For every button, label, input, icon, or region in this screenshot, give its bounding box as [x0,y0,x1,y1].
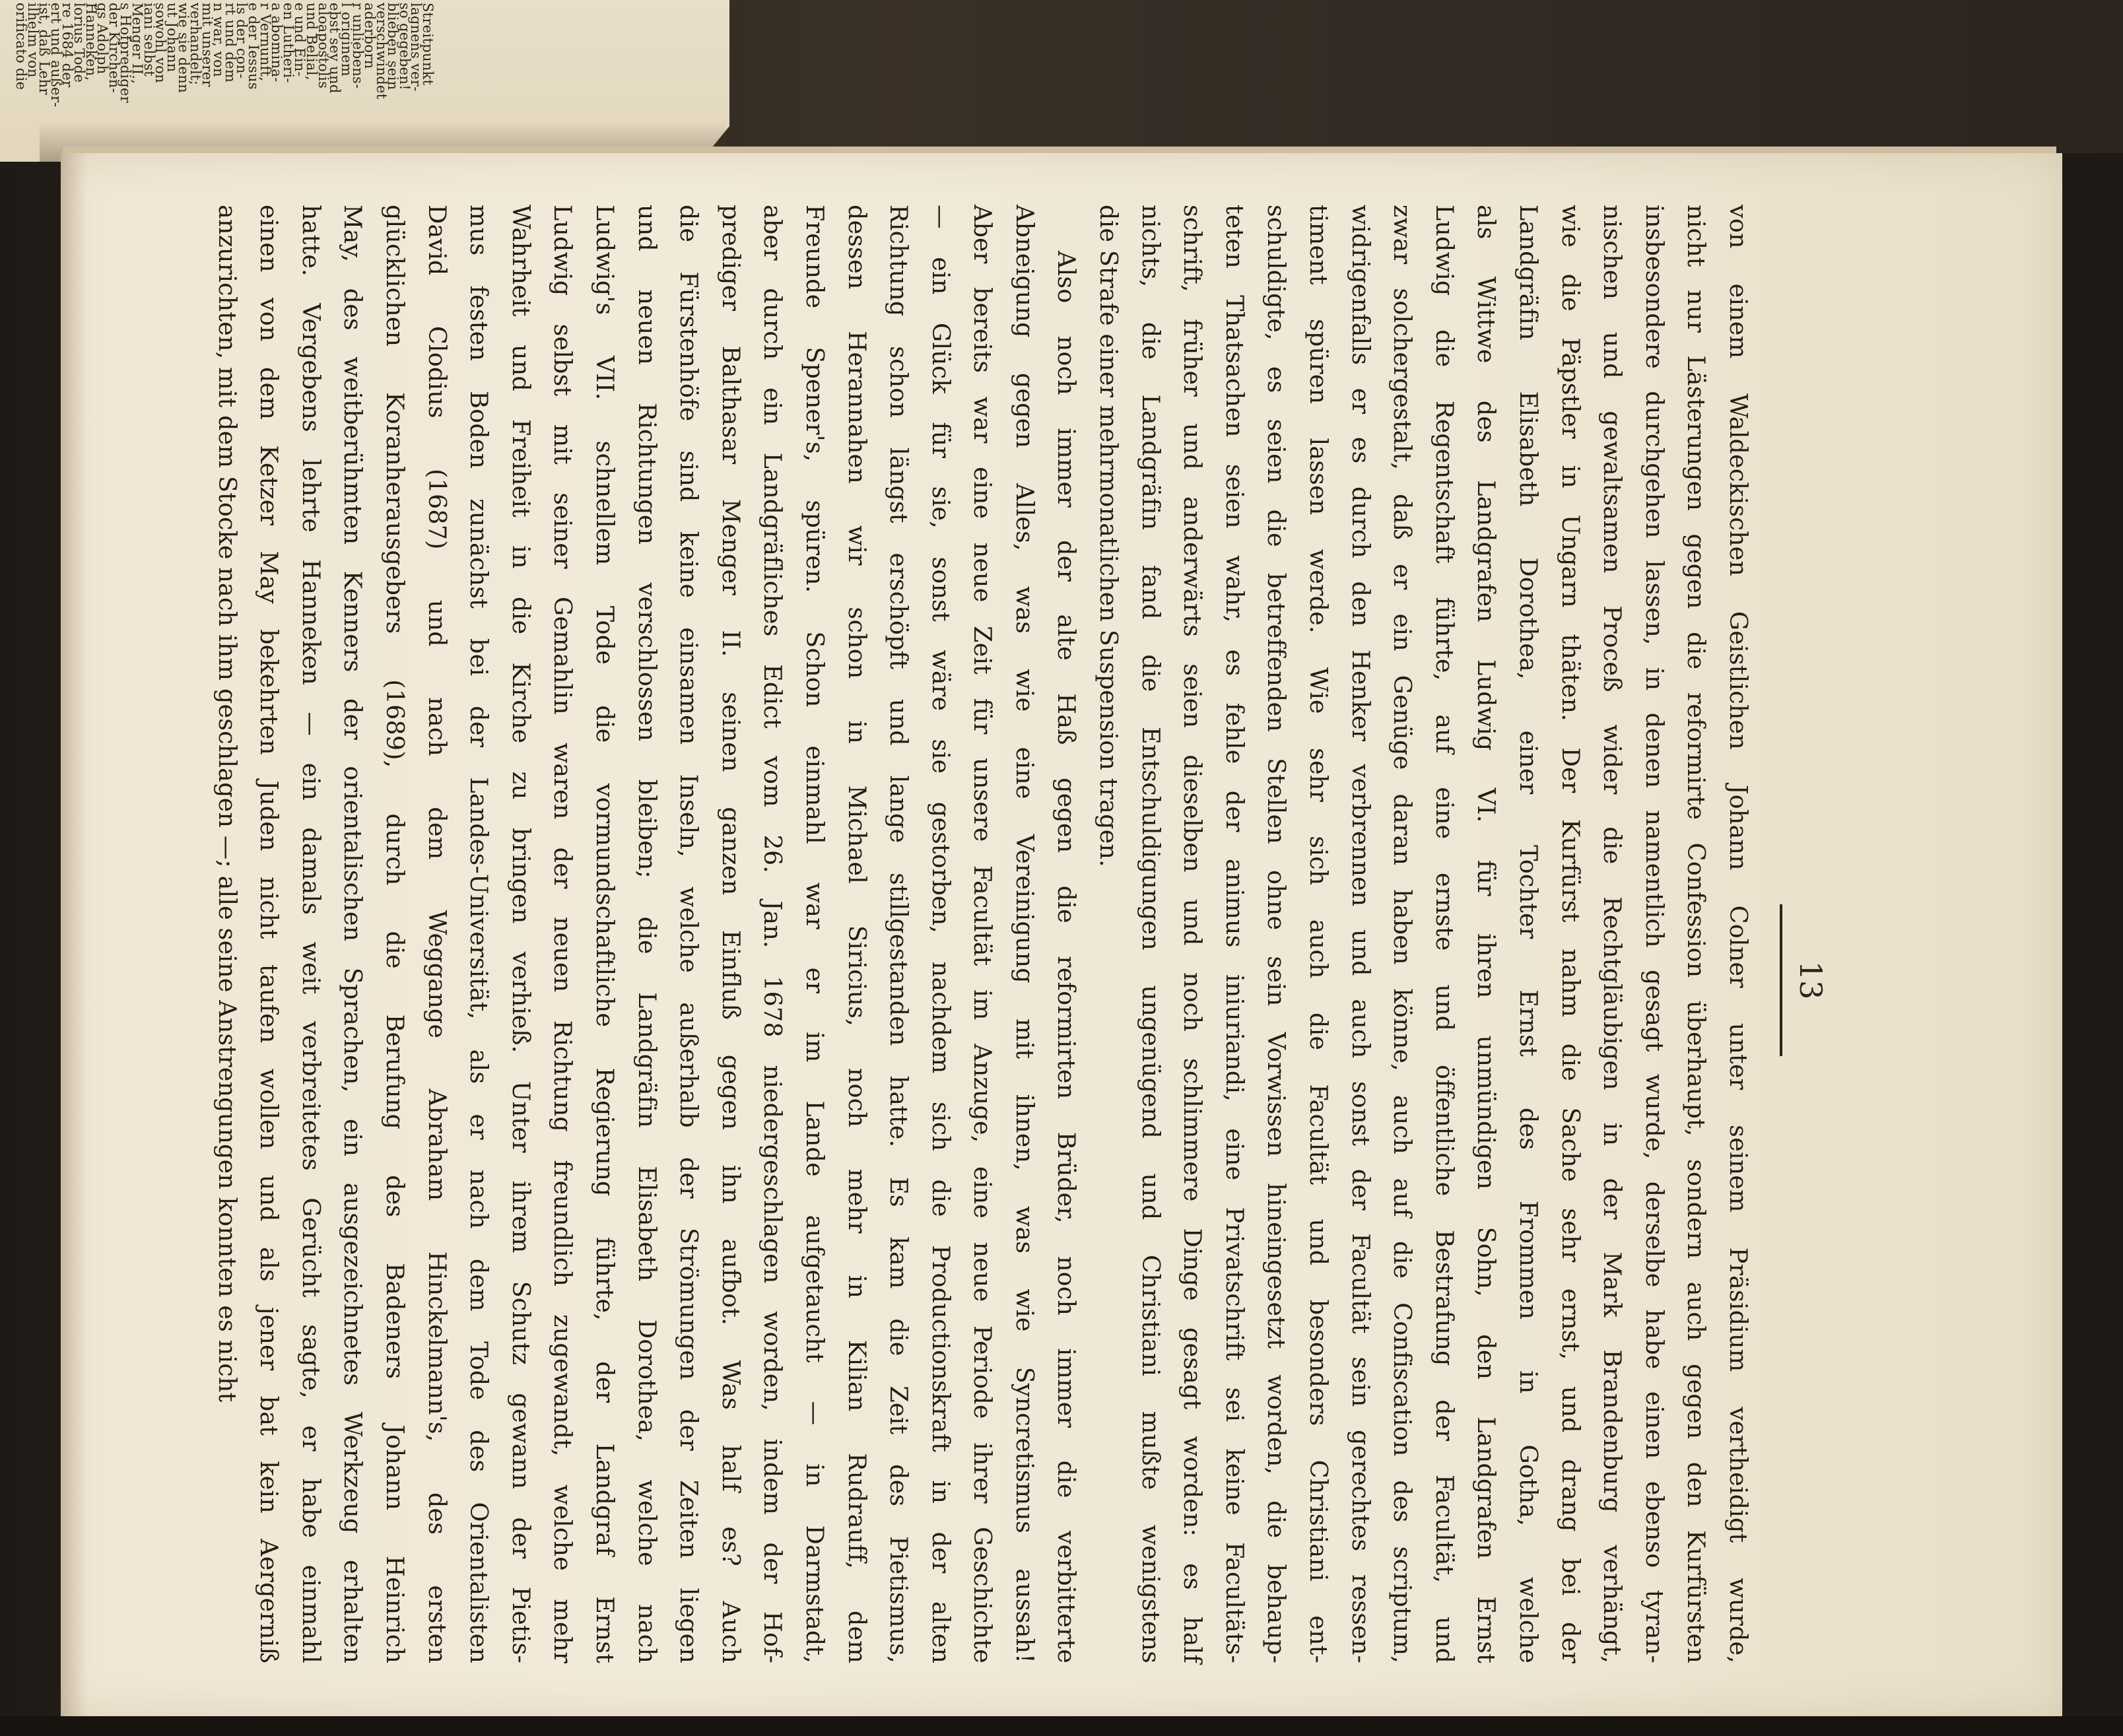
text-line: Wahrheit und Freiheit in die Kirche zu bringen verhieß. Unter ihrem Schutz gewann der Pietis- [506,205,535,1663]
rotated-page-content [53,191,1829,1677]
left-page-line: sowohl von [152,3,169,83]
text-line: zwar solchergestalt, daß er ein Genüge daran haben könne, auch auf die Confiscation des scriptum, [1388,205,1417,1663]
left-page-line: ls der con- [234,3,250,79]
left-page-line: aderborn [362,3,378,69]
text-line: dessen Herannahen wir schon in Michael Siricius, noch mehr in Kilian Rudrauff, dem [842,205,871,1663]
left-page-line: e und Ein- [292,3,308,77]
left-page-line: ut Johann [164,3,180,73]
text-line: Abneigung gegen Alles, was wie eine Vereinigung mit ihnen, was wie Syncretismus aussah! [1010,205,1039,1663]
text-line: Aber bereits war eine neue Zeit für unsere Facultät im Anzuge, eine neue Periode ihrer Geschichte [968,205,997,1663]
page-number: 13 [1793,960,1829,1000]
left-page-line: orificato die [13,3,29,90]
text-line: die Fürstenhöfe sind keine einsamen Inseln, welche außerhalb der Strömungen der Zeiten liegen [675,205,704,1663]
left-page-line: r Vernunft, [257,3,273,82]
text-line: schuldigte, es seien die betreffenden Stellen ohne sein Vorwissen hineingesetzt worden, die behaup- [1262,205,1291,1663]
text-line: widrigenfalls er es durch den Henker verbrennen und auch sonst der Facultät sein gerechtes ressen- [1346,205,1375,1663]
left-page-line: und Belial, [304,3,320,81]
left-page-line: der Kirchen- [106,3,122,93]
text-line: anzurichten, mit dem Stocke nach ihm geschlagen —; alle seine Anstrengungen konnten es nicht [213,205,242,1403]
left-page-line: wie sie denn [176,3,192,93]
page-number-rule [1780,904,1782,1056]
left-page-line: Menger II., [129,3,145,84]
text-line: — ein Glück für sie, sonst wäre sie gestorben, nachdem sich die Productionskraft in der alten [926,205,955,1663]
left-page-line: gs Adolph [94,3,111,75]
background-bottom [0,1716,2123,1736]
left-page-line: verhandelt; [187,3,203,86]
left-page-line: so gegeben! [396,3,413,90]
left-page-line: lagnens ver- [408,3,424,92]
left-page-line: l originem [338,3,354,77]
left-page-line: r unliebens- [350,3,366,89]
text-line: Ludwig selbst mit seiner Gemahlin waren der neuen Richtung freundlich zugewandt, welche mehr [549,205,578,1663]
left-page-line: aloapostolis [315,3,331,89]
left-page-line: re 1684 der [59,3,76,88]
text-line: mus festen Boden zunächst bei der Landes-Universität, als er nach dem Tode des Orientalisten [465,205,494,1663]
text-line: teten Thatsachen seien wahr, es fehle der animus iniuriandi, eine Privatschrift sei keine Facultäts- [1220,205,1249,1663]
left-page-line: ilhelm von [24,3,41,78]
left-page-line: lorius Tode [71,3,87,83]
text-line: Freunde Spener's, spüren. Schon einmahl war er im Lande aufgetaucht — in Darmstadt, [800,205,829,1663]
left-page-line: mit unserer [199,3,215,87]
left-page-line: Streitpunkt [420,3,436,86]
left-page-line: ert und außer- [48,3,64,108]
text-line: Ludwig die Regentschaft führte, auf eine ernste und öffentliche Bestrafung der Facultät, und [1430,205,1459,1663]
text-line: timent spüren lassen werde. Wie sehr sich auch die Facultät und besonders Christiani ent- [1304,205,1333,1663]
text-line: schrift, früher und anderwärts seien dieselben und noch schlimmere Dinge gesagt worden: es half [1178,205,1207,1663]
left-page-line: s Hofprediger [118,3,134,104]
text-line: wie die Päpstler in Ungarn thäten. Der Kurfürst nahm die Sache sehr ernst, und drang bei der [1556,205,1585,1663]
text-line: hatte. Vergebens lehrte Hanneken — ein damals weit verbreitetes Gerücht sagte, er habe einmahl [296,205,325,1663]
left-page-line: e der Iessus [246,3,261,90]
left-page-line: Hanneken, [83,3,99,81]
left-page-line: n war, von [211,3,227,77]
text-line: aber durch ein Landgräfliches Edict vom 26. Jan. 1678 niedergeschlagen worden, indem der Hof- [758,205,788,1663]
text-line: nischen und gewaltsamen Proceß wider die Rechtgläubigen in der Mark Brandenburg verhängt, [1598,205,1627,1663]
background-right [2062,153,2123,1716]
text-line: insbesondere durchgehen lassen, in denen namentlich gesagt wurde, derselbe habe einen ebenso tyran- [1640,205,1669,1663]
text-line: prediger Balthasar Menger II. seinen ganzen Einfluß gegen ihn aufbot. Was half es? Auch [716,205,745,1663]
text-line: Richtung schon längst erschöpft und lange stillgestanden hatte. Es kam die Zeit des Pietismus, [885,205,914,1663]
left-page-line: blieben sein [385,3,401,90]
text-line: glücklichen Koranherausgebers (1689), durch die Berufung des Badeners Johann Heinrich [381,205,409,1663]
body-text [206,205,1759,1663]
left-page-line: en Lutheri- [280,3,296,83]
text-line: Ludwig's VII. schnellem Tode die vormundschaftliche Regierung führte, der Landgraf Ernst [590,205,619,1663]
text-line: May, des weitberühmten Kenners der orientalischen Sprachen, ein ausgezeichnetes Werkzeug erhalten [339,205,368,1663]
text-line: und neuen Richtungen verschlossen bleiben; die Landgräfin Elisabeth Dorothea, welche nach [632,205,661,1663]
left-page-line: rt und dem [222,3,238,83]
left-page-line: iani selbst [141,3,157,77]
left-page-line: ist, daß Lehr [36,3,53,95]
text-line: nichts, die Landgräfin fand die Entschuldigungen ungenügend und Christiani mußte wenigstens [1136,205,1165,1663]
left-page-line: verschwindet [373,3,389,100]
text-line: Landgräfin Elisabeth Dorothea, einer Tochter Ernst des Frommen in Gotha, welche [1514,205,1543,1663]
text-line: als Wittwe des Landgrafen Ludwig VI. für ihren unmündigen Sohn, den Landgrafen Ernst [1472,205,1501,1663]
text-line: nicht nur Lästerungen gegen die reformirte Confession überhaupt, sondern auch gegen den Kurfürsten [1682,205,1711,1663]
text-line: einen von dem Ketzer May bekehrten Juden nicht taufen wollen und als jener bat kein Aergerniß [255,205,284,1663]
text-line: Also noch immer der alte Haß gegen die reformirten Brüder, noch immer die verbitterte [1052,251,1081,1663]
text-line: die Strafe einer mehrmonatlichen Suspension tragen. [1095,205,1124,867]
text-line: David Clodius (1687) und nach dem Weggange Abraham Hinckelmann's, des ersten [422,205,452,1663]
left-page-line: a abomina- [269,3,285,83]
text-line: von einem Waldeckischen Geistlichen Johann Colner unter seinem Präsidium vertheidigt wurde, [1724,205,1753,1663]
left-page-line: ebst sey und [327,3,343,94]
